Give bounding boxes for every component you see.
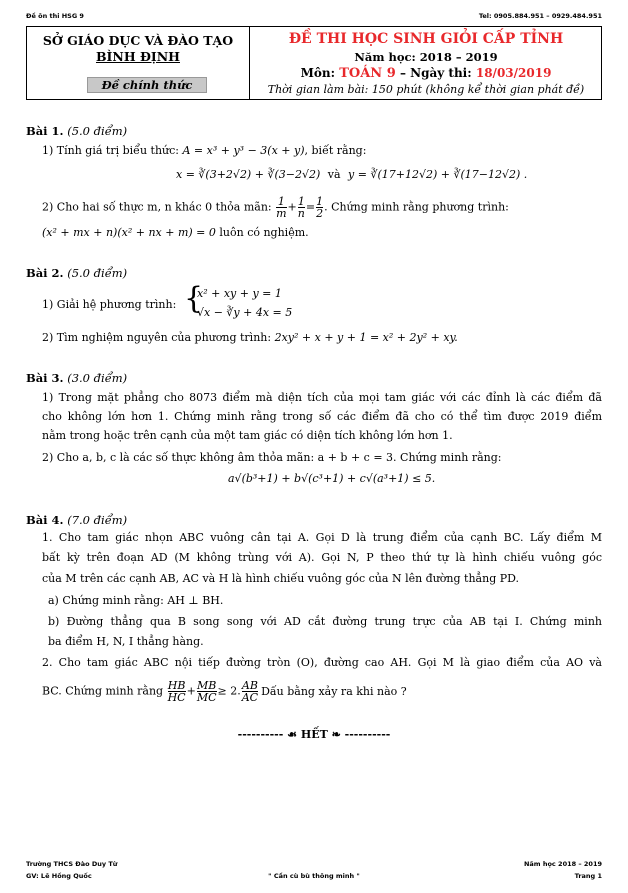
bai1-q2-equation: (x² + mx + n)(x² + nx + m) = 0 — [42, 226, 216, 239]
header-right: Tel: 0905.884.951 – 0929.484.951 — [478, 12, 602, 20]
bai1-label: Bài 1. — [26, 124, 64, 138]
bai2-q2-text: 2) Tìm nghiệm nguyên của phương trình: — [42, 331, 272, 344]
exam-title: ĐỀ THI HỌC SINH GIỎI CẤP TỈNH — [288, 31, 564, 47]
footer-teacher: GV: Lê Hồng Quốc — [26, 872, 92, 880]
bai1-q2-text: 2) Cho hai số thực m, n khác 0 thỏa mãn: — [42, 200, 272, 214]
dept-name: SỞ GIÁO DỤC VÀ ĐÀO TẠO — [42, 33, 234, 48]
footer-school: Trường THCS Đào Duy Từ — [26, 860, 118, 868]
frac-mb-mc: $\frac{MB}{MC}$ — [196, 679, 217, 704]
bai1-q2-tail: . Chứng minh rằng phương trình: — [324, 200, 509, 214]
time-limit: Thời gian làm bài: 150 phút (không kể thời gian phát đề) — [267, 83, 585, 96]
bai4-part-b2: ba điểm H, N, I thẳng hàng. — [48, 635, 204, 648]
bai4-heading — [26, 513, 127, 527]
bai3-label: Bài 3. — [26, 371, 64, 385]
system-eq2: √x − ∛y + 4x = 5 — [197, 306, 293, 319]
frac-ab-ac: $\frac{AB}{AC}$ — [241, 679, 259, 704]
bai4-line2: bất kỳ trên đoạn AD (M không trùng với A). Gọi N, P theo thứ tự là hình chiếu vuông góc — [42, 551, 602, 564]
system-eq1: x² + xy + y = 1 — [197, 287, 282, 300]
bai1-and: và — [327, 168, 341, 181]
bai1-q1-values — [176, 168, 527, 181]
date-label: – Ngày thi: — [399, 66, 472, 80]
bai1-points: (5.0 điểm) — [67, 124, 128, 138]
subject-line — [249, 66, 603, 81]
bai2-q2 — [42, 331, 458, 344]
bai1-q1-text: 1) Tính giá trị biểu thức: — [42, 144, 179, 157]
bai4-part-b1: b) Đường thẳng qua B song song với AD cắt đường trung trực của AB tại I. Chứng minh — [48, 615, 602, 628]
bai4-line1: 1. Cho tam giác nhọn ABC vuông cân tại A. Gọi D là trung điểm của cạnh BC. Lấy điểm M — [42, 531, 602, 544]
bai3-line4: 2) Cho a, b, c là các số thực không âm thỏa mãn: a + b + c = 3. Chứng minh rằng: — [42, 451, 502, 464]
exam-date: 18/03/2019 — [475, 66, 552, 80]
bai1-x-value: x = ∛(3+2√2) + ∛(3−2√2) — [176, 168, 321, 181]
frac-1-n: $\frac{1}{n}$ — [297, 195, 305, 220]
bai4-line5: BC. Chứng minh rằng $\frac{HB}{HC}$ + $\frac{MB}{MC}$ ≥ 2. $\frac{AB}{AC}$ Dấu bằng xảy ra khi nào ? — [42, 679, 407, 704]
footer-page: Trang 1 — [574, 872, 602, 880]
bai1-q2-eq — [42, 226, 309, 239]
bai1-heading — [26, 124, 127, 138]
official-stamp: Đề chính thức — [87, 77, 207, 93]
bai2-label: Bài 2. — [26, 266, 64, 280]
bai2-heading — [26, 266, 127, 280]
subject-label: Môn: — [300, 66, 336, 80]
end-marker: ---------- ☙ HẾT ❧ ---------- — [237, 728, 391, 741]
footer-year: Năm học 2018 – 2019 — [523, 860, 602, 868]
bai4-part-a: a) Chứng minh rằng: AH ⊥ BH. — [48, 594, 224, 607]
bai4-label: Bài 4. — [26, 513, 64, 527]
bai1-q1 — [42, 144, 366, 157]
province-name: BÌNH ĐỊNH — [95, 49, 180, 64]
bai3-points: (3.0 điểm) — [67, 371, 128, 385]
bai4-line5-end: Dấu bằng xảy ra khi nào ? — [261, 684, 407, 698]
bai1-q2: 2) Cho hai số thực m, n khác 0 thỏa mãn: $\frac{1}{m}$ + $\frac{1}{n}$ = $\frac{1}{2}$ . Chứng minh rằng phương trình: — [42, 195, 509, 220]
bai3-line3: nằm trong hoặc trên cạnh của một tam giác có diện tích không lớn hơn 1. — [42, 429, 453, 442]
frac-hb-hc: $\frac{HB}{HC}$ — [167, 679, 186, 704]
bai4-line4: 2. Cho tam giác ABC nội tiếp đường tròn (O), đường cao AH. Gọi M là giao điểm của AO và — [42, 656, 602, 669]
header-left: Đề ôn thi HSG 9 — [26, 12, 84, 20]
subject-name: TOÁN 9 — [339, 66, 396, 81]
bai4-line5-text: BC. Chứng minh rằng — [42, 684, 164, 698]
system-brace: { — [184, 281, 204, 316]
bai1-q1-expr: A = x³ + y³ − 3(x + y) — [182, 144, 305, 157]
bai2-q1-text: 1) Giải hệ phương trình: — [42, 298, 177, 311]
bai1-q1-tail: , biết rằng: — [304, 144, 367, 157]
bai1-q2-end: luôn có nghiệm. — [219, 226, 309, 239]
bai4-points: (7.0 điểm) — [67, 513, 128, 527]
bai1-y-value: y = ∛(17+12√2) + ∛(17−12√2) . — [348, 168, 528, 181]
bai3-inequality: a√(b³+1) + b√(c³+1) + c√(a³+1) ≤ 5. — [228, 472, 436, 485]
footer-motto: " Cần cù bù thông minh " — [268, 872, 360, 880]
bai2-points: (5.0 điểm) — [67, 266, 128, 280]
bai3-heading — [26, 371, 127, 385]
bai3-line2: cho không lớn hơn 1. Chứng minh rằng trong số các điểm đã cho có thể tìm được 2019 điểm — [42, 410, 602, 423]
frac-1-2: $\frac{1}{2}$ — [316, 195, 324, 220]
title-box — [26, 26, 602, 100]
bai4-line3: của M trên các cạnh AB, AC và H là hình chiếu vuông góc của N lên đường thẳng PD. — [42, 572, 520, 585]
school-year: Năm học: 2018 – 2019 — [354, 50, 498, 64]
bai3-line1: 1) Trong mặt phẳng cho 8073 điểm mà diện tích của mọi tam giác với các đỉnh là các điểm đã — [42, 391, 602, 404]
frac-1-m: $\frac{1}{m}$ — [276, 195, 287, 220]
bai2-q2-equation: 2xy² + x + y + 1 = x² + 2y² + xy. — [274, 331, 458, 344]
